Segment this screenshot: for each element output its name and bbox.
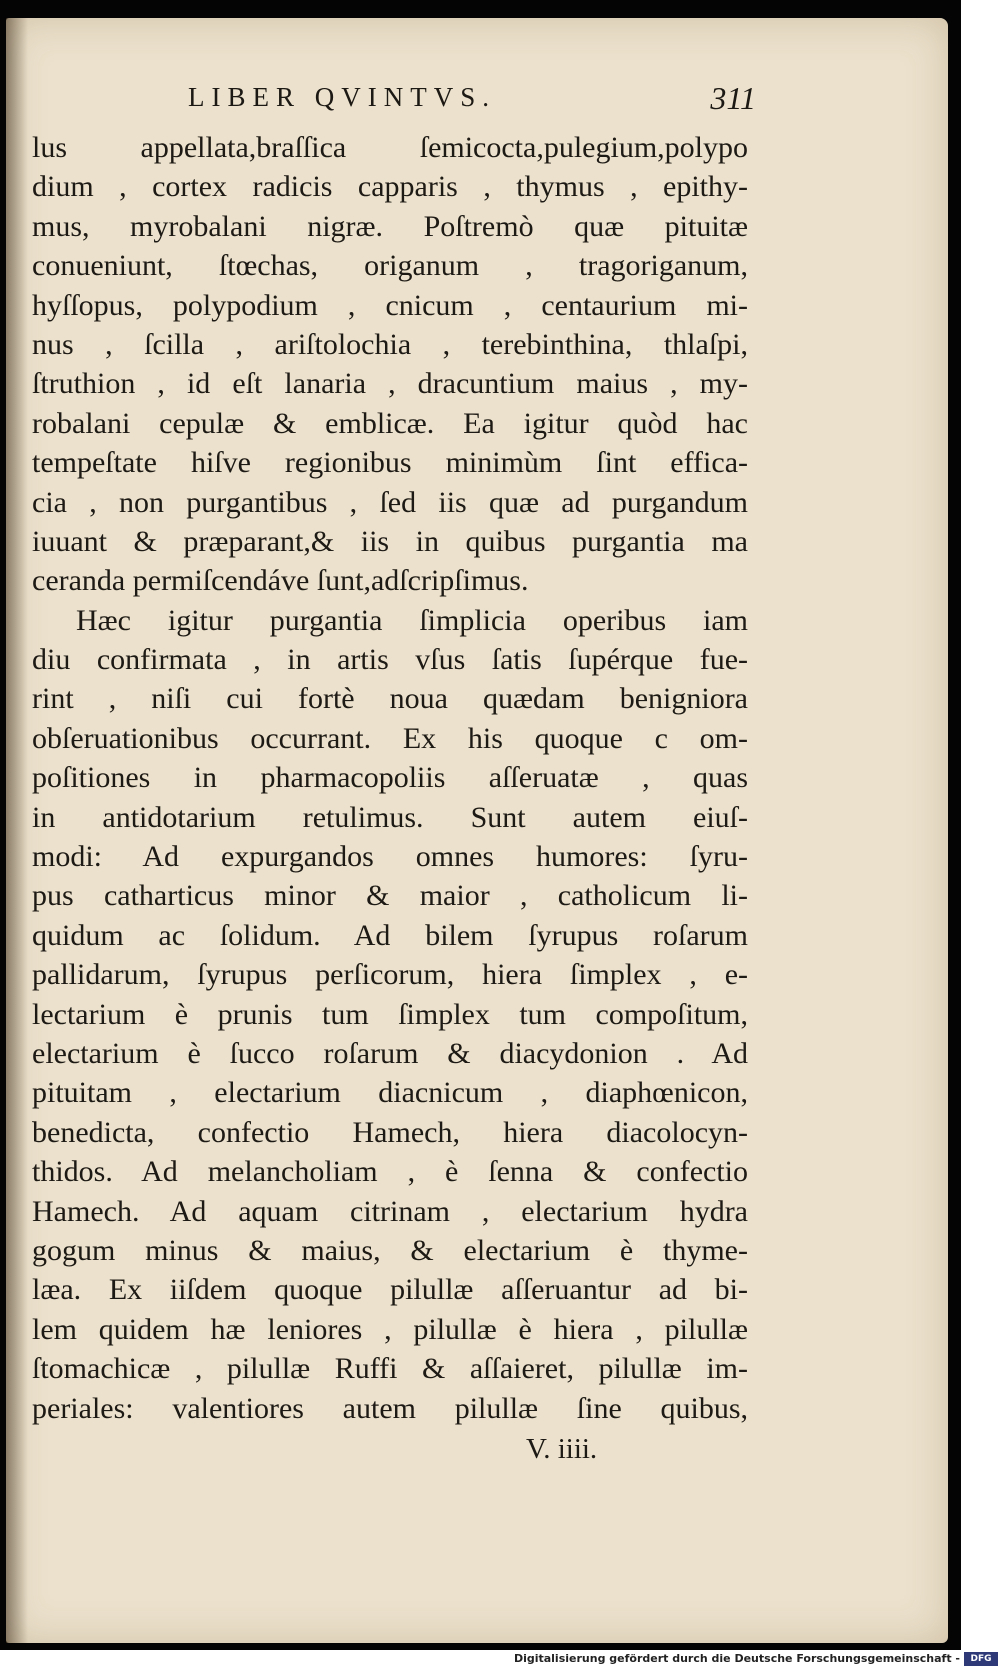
text-line: quidum ac ſolidum. Ad bilem ſyrupus roſarum xyxy=(32,918,748,952)
text-line: pituitam , electarium diacnicum , diaphœnicon, xyxy=(32,1076,748,1110)
text-line: pallidarum, ſyrupus perſicorum, hiera ſimplex , e- xyxy=(32,958,748,992)
text-line: dium , cortex radicis capparis , thymus , epithy- xyxy=(32,170,748,204)
text-line: obſeruationibus occurrant. Ex his quoque c om- xyxy=(32,721,748,755)
text-line: benedicta, confectio Hamech, hiera diacolocyn- xyxy=(32,1115,748,1149)
text-line: periales: valentiores autem pilullæ ſine quibus, xyxy=(32,1391,748,1425)
page-header xyxy=(32,82,756,122)
text-line: in antidotarium retulimus. Sunt autem eiuſ- xyxy=(32,800,748,834)
text-line: lus appellata,braſſica ſemicocta,pulegium,polypo xyxy=(32,131,748,164)
digitization-footer xyxy=(0,1650,1000,1670)
text-line: modi: Ad expurgandos omnes humores: ſyru- xyxy=(32,840,748,874)
text-line: nus , ſcilla , ariſtolochia , terebinthina, thlaſpi, xyxy=(32,327,748,361)
text-line: robalani cepulæ & emblicæ. Ea igitur quòd hac xyxy=(32,406,748,440)
text-line: lem quidem hæ leniores , pilullæ è hiera , pilullæ xyxy=(32,1312,748,1346)
text-line: ſtruthion , id eſt lanaria , dracuntium maius , my- xyxy=(32,367,748,401)
text-line: poſitiones in pharmacopoliis aſſeruatæ , quas xyxy=(32,761,748,795)
text-line: iuuant & præparant,& iis in quibus purgantia ma xyxy=(32,524,748,558)
page-gutter-shadow xyxy=(6,18,28,1643)
text-line: mus, myrobalani nigræ. Poſtremò quæ pituitæ xyxy=(32,209,748,243)
text-line: diu confirmata , in artis vſus ſatis ſupérque fue- xyxy=(32,643,748,677)
text-line: electarium è ſucco roſarum & diacydonion . Ad xyxy=(32,1036,748,1070)
body-text xyxy=(32,128,748,1428)
signature-mark: V. iiii. xyxy=(526,1433,598,1465)
text-line: tempeſtate hiſve regionibus minimùm ſint effica- xyxy=(32,446,748,480)
text-line: gogum minus & maius, & electarium è thyme- xyxy=(32,1233,748,1267)
text-line: lectarium è prunis tum ſimplex tum compoſitum, xyxy=(32,997,748,1031)
text-line: thidos. Ad melancholiam , è ſenna & confectio xyxy=(32,1155,748,1189)
text-line: ſtomachicæ , pilullæ Ruffi & aſſaieret, pilullæ im- xyxy=(32,1352,748,1386)
text-line: hyſſopus, polypodium , cnicum , centaurium mi- xyxy=(32,288,748,322)
text-line: Hæc igitur purgantia ſimplicia operibus iam xyxy=(76,603,748,637)
running-title: LIBER QVINTVS. xyxy=(188,82,496,112)
dfg-logo: DFG xyxy=(964,1652,998,1666)
text-line: pus catharticus minor & maior , catholicum li- xyxy=(32,879,748,913)
text-line: conueniunt, ſtœchas, origanum , tragoriganum, xyxy=(32,249,748,283)
text-line: Hamech. Ad aquam citrinam , electarium hydra xyxy=(32,1194,748,1228)
text-line: rint , niſi cui fortè noua quædam benigniora xyxy=(32,682,748,716)
text-line: ceranda permiſcendáve ſunt,adſcripſimus. xyxy=(32,564,529,598)
text-line: cia , non purgantibus , ſed iis quæ ad purgandum xyxy=(32,485,748,519)
digitization-note: Digitalisierung gefördert durch die Deutsche Forschungsgemeinschaft - xyxy=(513,1652,960,1665)
page-number: 311 xyxy=(710,80,756,116)
text-line: læa. Ex iiſdem quoque pilullæ aſſeruantur ad bi- xyxy=(32,1273,748,1307)
